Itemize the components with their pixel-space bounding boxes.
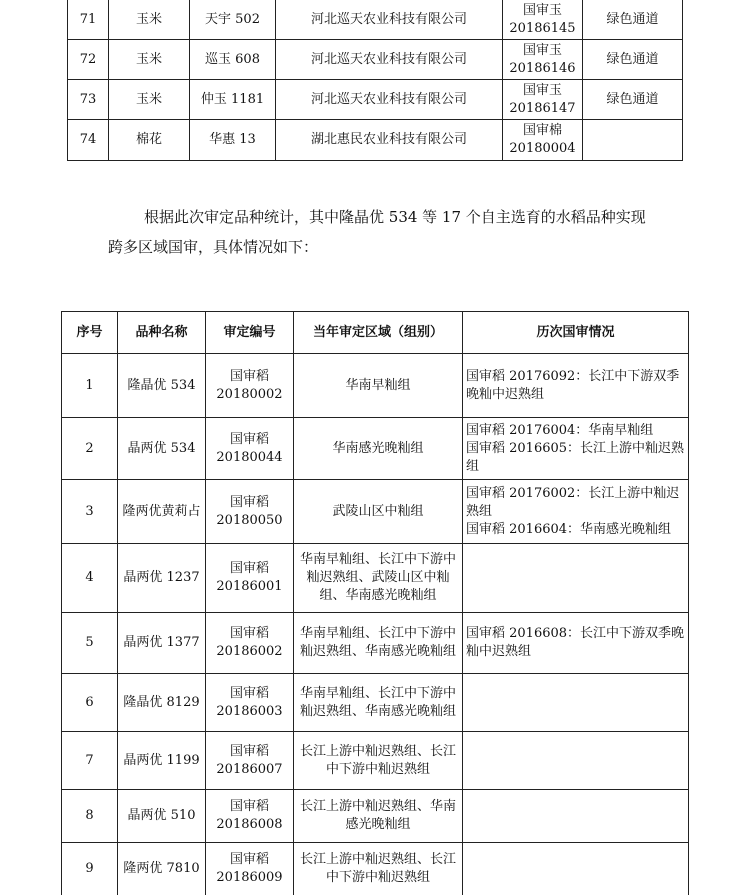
approval-table-body — [68, 0, 683, 161]
approval-code — [206, 418, 294, 480]
approval-history — [463, 613, 689, 674]
approval-code-line-1: 国审稻 — [206, 798, 293, 816]
row-number: 4 — [62, 544, 118, 613]
variety-name: 晶两优 1377 — [118, 613, 206, 674]
table-row — [62, 674, 689, 732]
approval-history — [463, 790, 689, 843]
variety-name: 隆两优 7810 — [118, 843, 206, 895]
approval-history-line: 国审稻 2016604：华南感光晚籼组 — [466, 521, 688, 539]
approval-code-line-2: 20186001 — [206, 578, 293, 596]
approval-history — [463, 674, 689, 732]
approval-region: 华南感光晚籼组 — [294, 418, 463, 480]
approval-history-line: 国审稻 20176092：长江中下游双季晚籼中迟熟组 — [466, 368, 688, 404]
row-number: 73 — [68, 80, 109, 120]
approval-code-line-1: 国审稻 — [206, 851, 293, 869]
approval-code-line-1: 国审稻 — [206, 625, 293, 643]
header-history: 历次国审情况 — [463, 312, 689, 354]
approval-history-line: 国审稻 20176002：长江上游中籼迟熟组 — [466, 485, 688, 521]
table-row — [68, 80, 683, 120]
table-row — [62, 613, 689, 674]
approval-code-line-1: 国审玉 — [503, 42, 582, 60]
row-number: 71 — [68, 0, 109, 40]
row-number: 2 — [62, 418, 118, 480]
summary-line-2: 跨多区域国审，具体情况如下： — [108, 238, 318, 256]
approval-code — [206, 613, 294, 674]
row-number: 6 — [62, 674, 118, 732]
table-row — [62, 544, 689, 613]
company-name: 河北巡天农业科技有限公司 — [276, 40, 503, 80]
table-row — [62, 480, 689, 544]
approval-code-line-2: 20180050 — [206, 512, 293, 530]
approval-code — [503, 40, 583, 80]
approval-code-line-2: 20186145 — [503, 20, 582, 38]
approval-code-line-2: 20186146 — [503, 60, 582, 78]
row-number: 7 — [62, 732, 118, 790]
approval-history — [463, 418, 689, 480]
company-name: 湖北惠民农业科技有限公司 — [276, 120, 503, 161]
row-number: 8 — [62, 790, 118, 843]
rice-variety-table-body — [62, 354, 689, 895]
approval-code-line-1: 国审稻 — [206, 494, 293, 512]
variety-name: 隆晶优 534 — [118, 354, 206, 418]
crop-type: 棉花 — [109, 120, 190, 161]
company-name: 河北巡天农业科技有限公司 — [276, 80, 503, 120]
approval-code — [206, 843, 294, 895]
approval-code — [503, 80, 583, 120]
row-number: 5 — [62, 613, 118, 674]
approval-history — [463, 732, 689, 790]
header-code: 审定编号 — [206, 312, 294, 354]
variety-name: 仲玉 1181 — [190, 80, 276, 120]
approval-region: 华南早籼组、长江中下游中籼迟熟组、武陵山区中籼组、华南感光晚籼组 — [294, 544, 463, 613]
approval-region: 长江上游中籼迟熟组、华南感光晚籼组 — [294, 790, 463, 843]
header-name: 品种名称 — [118, 312, 206, 354]
approval-code-line-2: 20186008 — [206, 816, 293, 834]
approval-code-line-2: 20186009 — [206, 869, 293, 887]
table-row — [68, 0, 683, 40]
approval-code — [206, 544, 294, 613]
table-row — [62, 418, 689, 480]
approval-region: 长江上游中籼迟熟组、长江中下游中籼迟熟组 — [294, 732, 463, 790]
approval-code — [206, 732, 294, 790]
table-row — [62, 843, 689, 895]
variety-name: 晶两优 534 — [118, 418, 206, 480]
crop-type: 玉米 — [109, 80, 190, 120]
approval-history-line: 国审稻 2016605：长江上游中籼迟熟组 — [466, 440, 688, 476]
header-region: 当年审定区域（组别） — [294, 312, 463, 354]
approval-history-line: 国审稻 20176004：华南早籼组 — [466, 422, 688, 440]
table-header-row — [62, 312, 689, 354]
approval-code — [206, 354, 294, 418]
approval-code-line-1: 国审玉 — [503, 2, 582, 20]
rice-variety-table — [61, 311, 689, 895]
approval-history-line: 国审稻 2016608：长江中下游双季晚籼中迟熟组 — [466, 625, 688, 661]
variety-name: 华惠 13 — [190, 120, 276, 161]
approval-code-line-1: 国审棉 — [503, 122, 582, 140]
row-number: 9 — [62, 843, 118, 895]
row-number: 74 — [68, 120, 109, 161]
approval-history — [463, 480, 689, 544]
note: 绿色通道 — [583, 80, 683, 120]
approval-code — [206, 790, 294, 843]
header-no: 序号 — [62, 312, 118, 354]
crop-type: 玉米 — [109, 40, 190, 80]
table-row — [68, 40, 683, 80]
variety-name: 晶两优 1199 — [118, 732, 206, 790]
approval-region: 华南早籼组、长江中下游中籼迟熟组、华南感光晚籼组 — [294, 674, 463, 732]
approval-code-line-2: 20186007 — [206, 761, 293, 779]
approval-code — [503, 0, 583, 40]
approval-code — [206, 674, 294, 732]
row-number: 1 — [62, 354, 118, 418]
summary-paragraph — [108, 202, 668, 262]
table-row — [68, 120, 683, 161]
note — [583, 120, 683, 161]
approval-code-line-1: 国审稻 — [206, 560, 293, 578]
approval-code-line-1: 国审稻 — [206, 431, 293, 449]
approval-history — [463, 354, 689, 418]
approval-region: 长江上游中籼迟熟组、长江中下游中籼迟熟组 — [294, 843, 463, 895]
approval-region: 武陵山区中籼组 — [294, 480, 463, 544]
approval-history — [463, 544, 689, 613]
approval-code-line-2: 20186003 — [206, 703, 293, 721]
note: 绿色通道 — [583, 40, 683, 80]
approval-code-line-2: 20186002 — [206, 643, 293, 661]
approval-region: 华南早籼组、长江中下游中籼迟熟组、华南感光晚籼组 — [294, 613, 463, 674]
approval-code-line-2: 20186147 — [503, 100, 582, 118]
approval-code — [206, 480, 294, 544]
approval-region: 华南早籼组 — [294, 354, 463, 418]
variety-name: 隆晶优 8129 — [118, 674, 206, 732]
crop-type: 玉米 — [109, 0, 190, 40]
summary-line-1: 根据此次审定品种统计，其中隆晶优 534 等 17 个自主选育的水稻品种实现 — [108, 202, 668, 232]
approval-code-line-2: 20180044 — [206, 449, 293, 467]
table-row — [62, 790, 689, 843]
variety-name: 隆两优黄莉占 — [118, 480, 206, 544]
variety-name: 天宇 502 — [190, 0, 276, 40]
approval-code-line-1: 国审玉 — [503, 82, 582, 100]
approval-history — [463, 843, 689, 895]
approval-code-line-2: 20180002 — [206, 386, 293, 404]
variety-name: 晶两优 1237 — [118, 544, 206, 613]
approval-code-line-1: 国审稻 — [206, 685, 293, 703]
note: 绿色通道 — [583, 0, 683, 40]
table-row — [62, 354, 689, 418]
approval-code-line-1: 国审稻 — [206, 743, 293, 761]
row-number: 3 — [62, 480, 118, 544]
row-number: 72 — [68, 40, 109, 80]
variety-name: 巡玉 608 — [190, 40, 276, 80]
approval-table-continued — [67, 0, 683, 161]
approval-code — [503, 120, 583, 161]
approval-code-line-1: 国审稻 — [206, 368, 293, 386]
variety-name: 晶两优 510 — [118, 790, 206, 843]
company-name: 河北巡天农业科技有限公司 — [276, 0, 503, 40]
table-row — [62, 732, 689, 790]
approval-code-line-2: 20180004 — [503, 140, 582, 158]
